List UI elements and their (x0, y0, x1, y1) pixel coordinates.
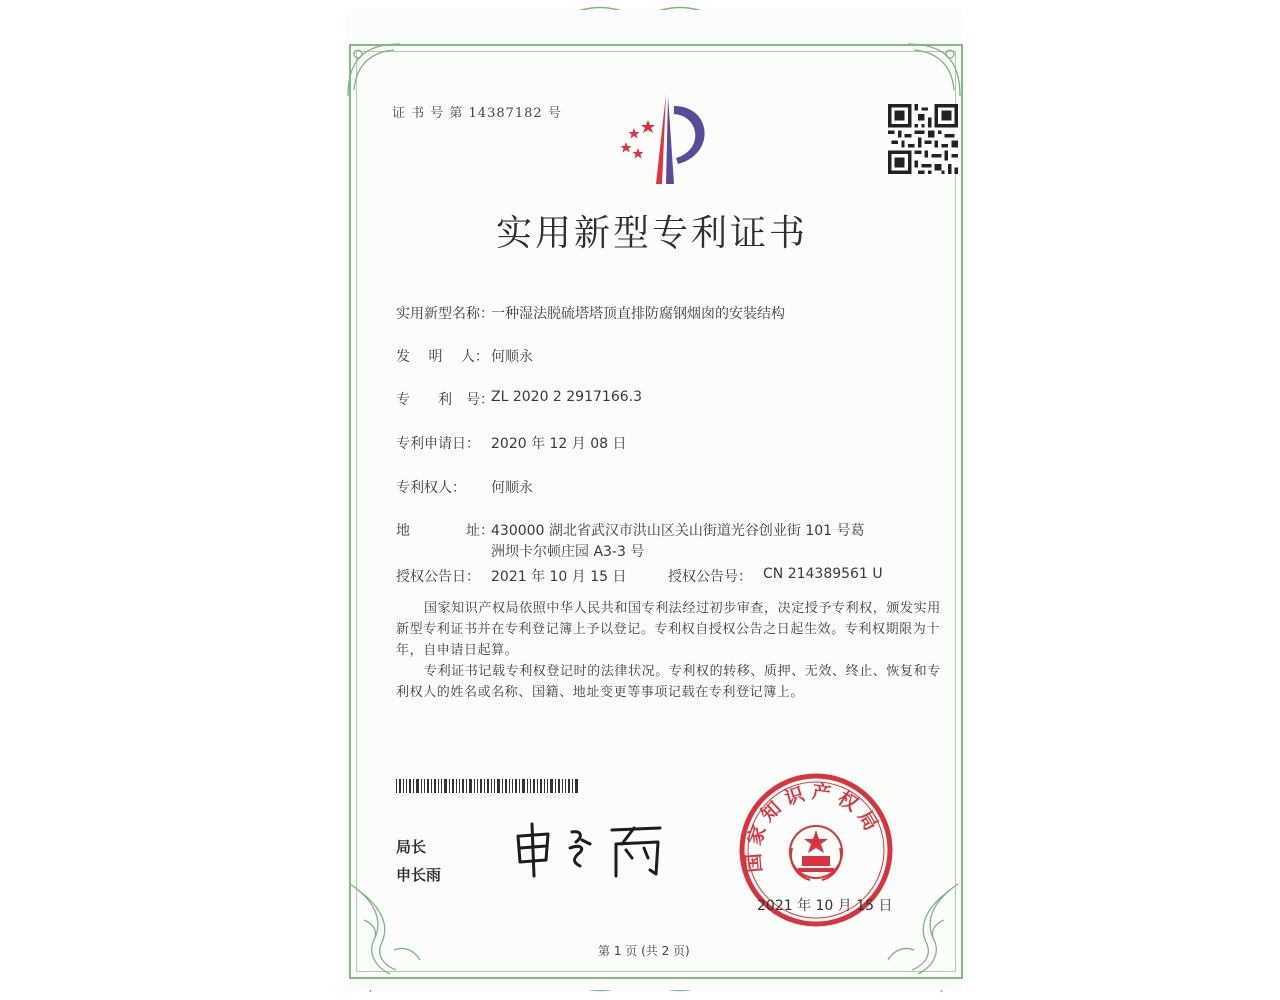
corner-ornament-top-right (904, 40, 964, 100)
director-name: 申长雨 (396, 866, 442, 884)
field-value-patent-number: ZL 2020 2 2917166.3 (491, 389, 642, 405)
grant-number-label: 授权公告号： (668, 569, 752, 585)
field-value-application-date: 2020 年 12 月 08 日 (491, 436, 627, 452)
qr-code-icon (888, 104, 958, 174)
seal-date: 2021 年 10 月 15 日 (757, 898, 893, 914)
field-label-application-date: 专利申请日： (396, 436, 480, 452)
handwritten-signature-icon (510, 818, 680, 882)
field-label-utility-name: 实用新型名称： (396, 306, 494, 322)
director-title: 局长 (396, 838, 427, 856)
paragraph-legal-status: 专利证书记载专利权登记时的法律状况。专利权的转移、质押、无效、终止、恢复和专利权人的姓名或名称、国籍、地址变更等事项记载在专利登记簿上。 (396, 664, 941, 700)
grant-date-value: 2021 年 10 月 15 日 (491, 569, 627, 585)
corner-ornament-bottom-left (344, 880, 434, 980)
field-value-address-line1: 430000 湖北省武汉市洪山区关山街道光谷创业街 101 号葛 (491, 523, 865, 539)
field-value-utility-name: 一种湿法脱硫塔塔顶直排防腐钢烟囱的安装结构 (491, 306, 785, 322)
field-value-address-line2: 洲坝卡尔顿庄园 A3-3 号 (491, 544, 645, 560)
field-value-patentee: 何顺永 (491, 480, 533, 496)
field-label-inventor: 发 明 人： (396, 349, 489, 365)
field-label-patentee: 专利权人： (396, 480, 466, 496)
corner-ornament-top-left (344, 40, 404, 100)
certificate-title: 实用新型专利证书 (496, 213, 809, 254)
paragraph-grant-statement: 国家知识产权局依照中华人民共和国专利法经过初步审查，决定授予专利权，颁发实用新型专利证书并在专利登记簿上予以登记。专利权自授权公告之日起生效。专利权期限为十年，自申请日起算。 (396, 601, 941, 658)
certificate-number: 证 书 号 第 14387182 号 (392, 106, 562, 121)
cnipa-logo-icon (604, 88, 720, 188)
grant-number-value: CN 214389561 U (763, 566, 883, 582)
field-label-patent-number: 专 利 号： (396, 392, 494, 408)
barcode-icon (396, 779, 580, 793)
field-value-inventor: 何顺永 (491, 349, 533, 365)
seal-text: 国家知识产权局 (742, 780, 886, 874)
grant-date-label: 授权公告日： (396, 569, 480, 585)
page-indicator: 第 1 页 (共 2 页) (598, 944, 690, 958)
field-label-address: 地 址： (396, 523, 494, 539)
